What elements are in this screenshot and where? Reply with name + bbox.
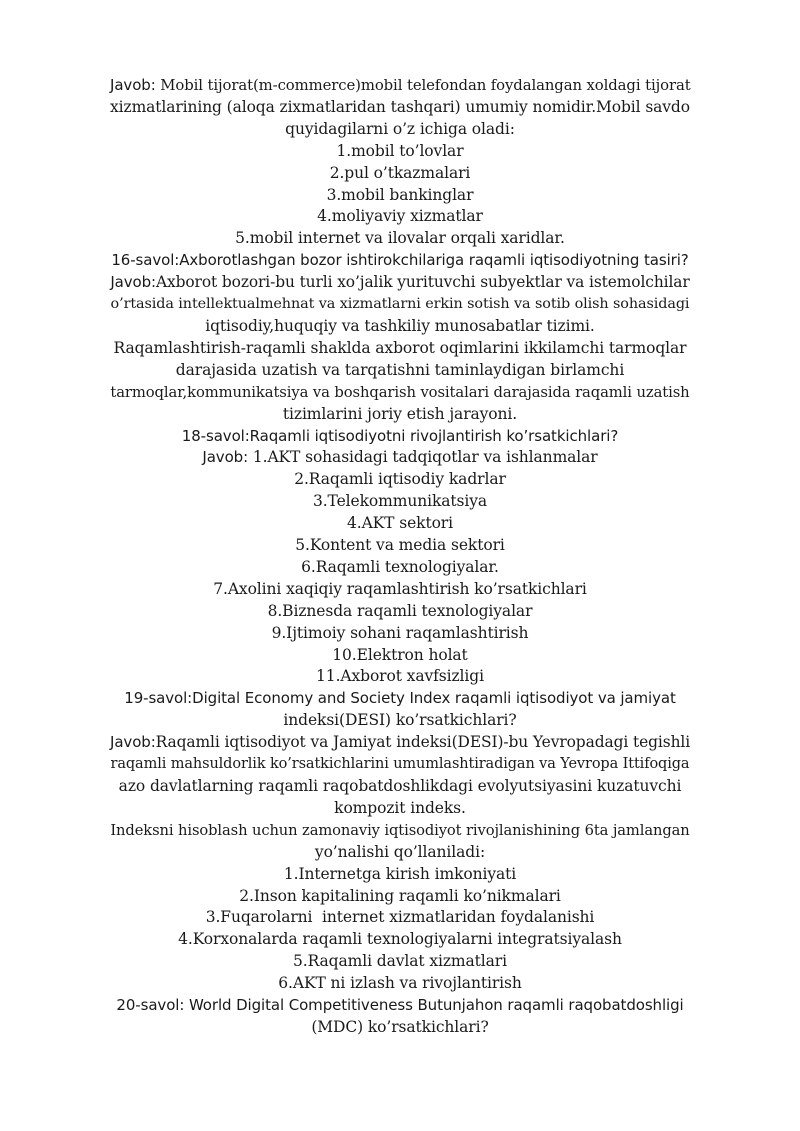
mobile-list-item: 4.moliyaviy xizmatlar bbox=[317, 207, 483, 226]
question-19-line: 19-savol:Digital Economy and Society Index raqamli iqtisodiyot va jamiyat bbox=[124, 689, 676, 708]
digitization-line: darajasida uzatish va tarqatishni taminlaydigan birlamchi bbox=[175, 360, 625, 379]
mobile-list-item: 5.mobil internet va ilovalar orqali xaridlar. bbox=[235, 229, 565, 248]
q19-answer-text: Raqamli iqtisodiyot va Jamiyat indeksi(DESI)-bu Yevropadagi tegishli bbox=[155, 733, 691, 752]
q16-answer-line: o’rtasida intellektualmehnat va xizmatlarni erkin sotish va sotib olish sohasidagi bbox=[110, 296, 690, 313]
document-body bbox=[110, 75, 690, 1039]
q19-answer-line: kompozit indeks. bbox=[334, 798, 466, 817]
mobile-list-item: 1.mobil to’lovlar bbox=[336, 141, 464, 160]
q16-answer-text: Axborot bozori-bu turli xo’jalik yurituvchi subyektlar va istemolchilar bbox=[156, 273, 690, 292]
q18-answer-label: Javob: bbox=[202, 448, 249, 467]
q19-index-line: Indeksni hisoblash uchun zamonaviy iqtisodiyot rivojlanishining 6ta jamlangan bbox=[110, 821, 690, 839]
intro-first-text: Mobil tijorat(m-commerce)mobil telefondan foydalangan xoldagi tijorat bbox=[155, 76, 691, 94]
mobile-list-item: 3.mobil bankinglar bbox=[326, 185, 474, 204]
q16-answer-label: Javob: bbox=[110, 273, 156, 292]
q19-item: 6.AKT ni izlash va rivojlantirish bbox=[278, 974, 522, 993]
question-16: 16-savol:Axborotlashgan bozor ishtirokchilariga raqamli iqtisodiyotning tasiri? bbox=[111, 251, 689, 270]
q19-answer-line: raqamli mahsuldorlik ko’rsatkichlarini umumlashtiradigan va Yevropa Ittifoqiga bbox=[110, 756, 690, 773]
q19-answer-line: azo davlatlarning raqamli raqobatdoshlikdagi evolyutsiyasini kuzatuvchi bbox=[118, 777, 682, 795]
intro-answer-label: Javob: bbox=[110, 76, 156, 94]
q18-item: 5.Kontent va media sektori bbox=[295, 536, 505, 555]
q19-item: 1.Internetga kirish imkoniyati bbox=[283, 864, 517, 883]
q18-item: 9.Ijtimoiy sohani raqamlashtirish bbox=[271, 623, 529, 642]
q19-item: 3.Fuqarolarni internet xizmatlaridan foydalanishi bbox=[205, 908, 595, 927]
q18-item: 1.AKT sohasidagi tadqiqotlar va ishlanmalar bbox=[248, 448, 598, 467]
q19-answer-label: Javob: bbox=[110, 733, 156, 752]
intro-first-line bbox=[110, 75, 690, 97]
q18-item: 3.Telekommunikatsiya bbox=[312, 492, 488, 511]
q19-answer-first-line bbox=[110, 732, 690, 754]
q16-answer-line: iqtisodiy,huquqiy va tashkiliy munosabatlar tizimi. bbox=[205, 316, 595, 335]
question-18: 18-savol:Raqamli iqtisodiyotni rivojlantirish ko’rsatkichlari? bbox=[181, 426, 619, 445]
q19-item: 4.Korxonalarda raqamli texnologiyalarni integratsiyalash bbox=[178, 930, 622, 949]
q18-answer-first-line bbox=[110, 447, 690, 469]
q19-index-line: yo’nalishi qo’llaniladi: bbox=[314, 842, 486, 861]
q18-item: 2.Raqamli iqtisodiy kadrlar bbox=[294, 470, 506, 489]
q16-answer-first-line bbox=[110, 272, 690, 294]
question-20-line: (MDC) ko’rsatkichlari? bbox=[311, 1017, 489, 1036]
question-20-line: 20-savol: World Digital Competitiveness Butunjahon raqamli raqobatdoshligi bbox=[116, 996, 684, 1015]
intro-line: xizmatlarining (aloqa zixmatlaridan tashqari) umumiy nomidir.Mobil savdo bbox=[110, 97, 690, 116]
digitization-line: tizimlarini joriy etish jarayoni. bbox=[282, 404, 518, 423]
q18-item: 6.Raqamli texnologiyalar. bbox=[301, 557, 499, 576]
q18-item: 7.Axolini xaqiqiy raqamlashtirish ko’rsatkichlari bbox=[213, 579, 587, 598]
q19-item: 5.Raqamli davlat xizmatlari bbox=[293, 952, 507, 971]
q19-item: 2.Inson kapitalining raqamli ko’nikmalari bbox=[239, 886, 561, 905]
q18-item: 8.Biznesda raqamli texnologiyalar bbox=[267, 601, 533, 620]
q18-item: 10.Elektron holat bbox=[332, 645, 468, 664]
digitization-line: tarmoqlar,kommunikatsiya va boshqarish vositalari darajasida raqamli uzatish bbox=[110, 383, 690, 401]
mobile-list-item: 2.pul o’tkazmalari bbox=[329, 163, 471, 182]
digitization-line: Raqamlashtirish-raqamli shaklda axborot oqimlarini ikkilamchi tarmoqlar bbox=[113, 338, 687, 357]
question-19-line: indeksi(DESI) ko’rsatkichlari? bbox=[283, 711, 517, 730]
intro-line: quyidagilarni o’z ichiga oladi: bbox=[285, 119, 515, 138]
q18-item: 11.Axborot xavfsizligi bbox=[316, 667, 484, 686]
q18-item: 4.AKT sektori bbox=[347, 514, 453, 533]
